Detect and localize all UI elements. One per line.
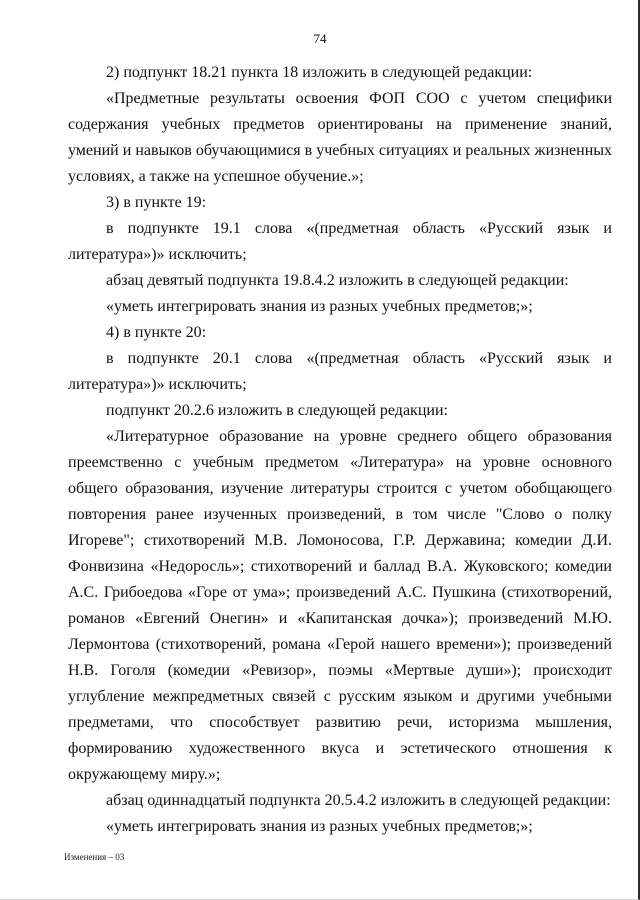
paragraph-quote-integrate-2: «уметь интегрировать знания из разных учебных предметов;»; <box>106 818 533 835</box>
paragraph-19-1-exclusion: в подпункте 19.1 слова «(предметная область «Русский язык и литература»)» исключить; <box>68 220 612 263</box>
paragraph-20-1-exclusion: в подпункте 20.1 слова «(предметная область «Русский язык и литература»)» исключить; <box>68 350 612 393</box>
document-body <box>68 60 612 840</box>
paragraph-quote-integrate-1: «уметь интегрировать знания из разных учебных предметов;»; <box>106 298 533 315</box>
paragraph-quote-subject-results: «Предметные результаты освоения ФОП СОО с учетом специфики содержания учебных предметов ориентированы на применение знаний, умений и навыков обучающимися в учебных ситуациях и реальных жизненных условиях, а также на успешное обучение.»; <box>68 90 612 185</box>
paragraph-quote-literary-education: «Литературное образование на уровне среднего общего образования преемственно с учебным предметом «Литература» на уровне основного общего образования, изучение литературы строится с учетом обобщающего повторения ранее изученных произведений, в том числе "Слово о полку Игореве"; стихотворений М.В. Ломоносова, Г.Р. Державина; комедии Д.И. Фонвизина «Недоросль»; стихотворений и баллад В.А. Жуковского; комедии А.С. Грибоедова «Горе от ума»; произведений А.С. Пушкина (стихотворений, романов «Евгений Онегин» и «Капитанская дочка»); произведений М.Ю. Лермонтова (стихотворений, романа «Герой нашего времени»); произведений Н.В. Гоголя (комедии «Ревизор», поэмы «Мертвые души»); происходит углубление межпредметных связей с русским языком и другими учебными предметами, что способствует развитию речи, историзма мышления, формированию художественного вкуса и эстетического отношения к окружающему миру.»; <box>68 428 612 783</box>
page-footer: Изменения – 03 <box>64 852 125 862</box>
paragraph-subitem-3: 3) в пункте 19: <box>106 194 207 211</box>
paragraph-subitem-4: 4) в пункте 20: <box>106 324 207 341</box>
paragraph-19-8-4-2-heading: абзац девятый подпункта 19.8.4.2 изложить в следующей редакции: <box>106 272 569 289</box>
paragraph-20-2-6-heading: подпункт 20.2.6 изложить в следующей редакции: <box>106 402 448 419</box>
page-number: 74 <box>313 31 327 46</box>
paragraph-subitem-2: 2) подпункт 18.21 пункта 18 изложить в следующей редакции: <box>106 64 533 81</box>
paragraph-20-5-4-2-heading: абзац одиннадцатый подпункта 20.5.4.2 изложить в следующей редакции: <box>106 792 611 809</box>
